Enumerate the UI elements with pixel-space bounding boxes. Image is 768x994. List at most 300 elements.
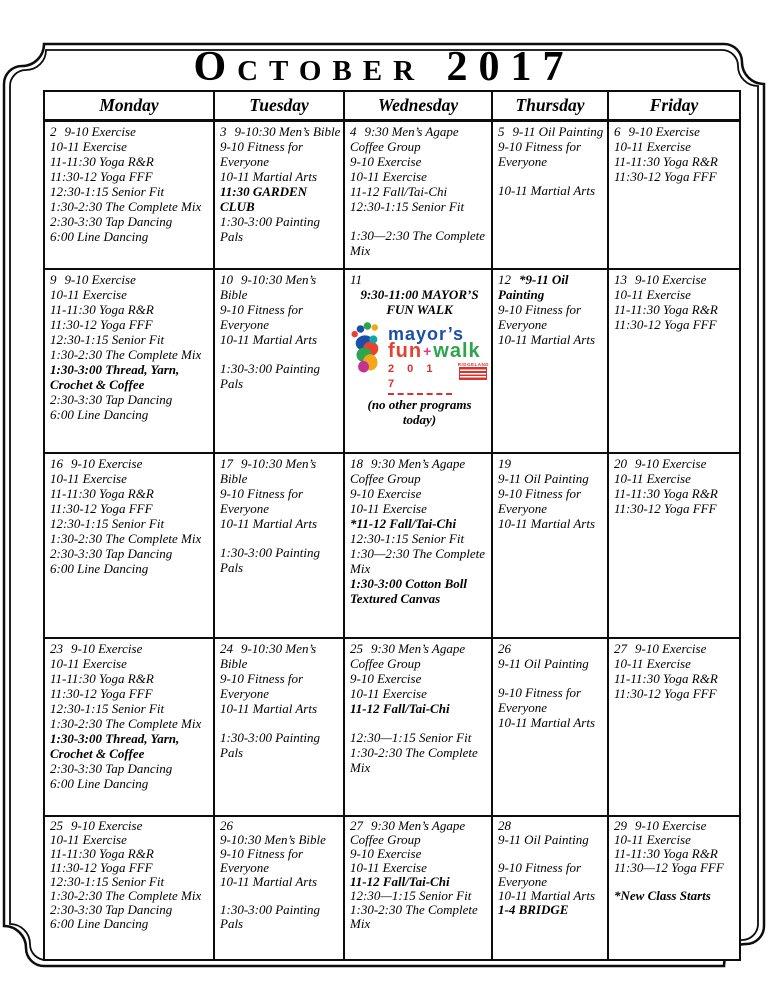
blank-line	[220, 716, 341, 730]
calendar-cell-day-11	[345, 270, 493, 454]
calendar-line	[498, 302, 605, 332]
event: 1:30-3:00 Cotton Boll Textured Canvas	[350, 576, 468, 606]
calendar-cell-day-25	[45, 817, 215, 959]
calendar-line	[50, 347, 211, 362]
blank-line	[498, 847, 605, 861]
blank-line	[498, 671, 605, 685]
event: 9-10:30 Men’s Bible	[220, 832, 326, 847]
event: 11:30-12 Yoga FFF	[50, 860, 153, 875]
calendar-line	[220, 516, 341, 531]
calendar-line	[350, 397, 489, 427]
event: 12:30—1:15 Senior Fit	[350, 730, 472, 745]
calendar-line	[50, 546, 211, 561]
calendar-line	[220, 833, 341, 847]
day-number: 18	[350, 456, 363, 471]
calendar-line	[50, 169, 211, 184]
calendar-line	[220, 819, 341, 833]
page-title: October 2017	[193, 44, 575, 90]
event: 11-11:30 Yoga R&R	[50, 671, 154, 686]
calendar-cell-day-26	[493, 639, 609, 817]
event: 1:30-3:00 Painting Pals	[220, 361, 321, 391]
calendar-line	[614, 486, 737, 501]
event: 6:00 Line Dancing	[50, 229, 149, 244]
event: 9-10 Fitness for Everyone	[220, 846, 304, 875]
calendar-line	[614, 847, 737, 861]
event: 11-11:30 Yoga R&R	[614, 486, 718, 501]
mayors-fun-walk-logo	[350, 320, 489, 395]
event: 9-10 Fitness for Everyone	[220, 139, 304, 169]
event: 11:30-12 Yoga FFF	[50, 317, 153, 332]
calendar-line	[50, 272, 211, 287]
calendar-line	[50, 516, 211, 531]
day-number: 25	[350, 641, 363, 656]
event: 10-11 Exercise	[350, 169, 427, 184]
event: 9:30 Men’s Agape Coffee Group	[350, 456, 466, 486]
calendar-line	[50, 124, 211, 139]
event: 11-12 Fall/Tai-Chi	[350, 184, 448, 199]
event: 9:30 Men’s Agape Coffee Group	[350, 818, 466, 847]
event: 11:30-12 Yoga FFF	[50, 169, 153, 184]
day-number: 12	[498, 272, 511, 287]
event: 10-11 Exercise	[350, 686, 427, 701]
day-number: 26	[220, 818, 233, 833]
event: 9:30 Men’s Agape Coffee Group	[350, 641, 466, 671]
event: 10-11 Exercise	[350, 860, 427, 875]
calendar-line	[350, 272, 489, 287]
calendar-cell-day-27	[345, 817, 493, 959]
calendar-line	[220, 875, 341, 889]
calendar-line	[50, 456, 211, 471]
day-number: 25	[50, 818, 63, 833]
calendar-line	[350, 531, 489, 546]
calendar-line	[50, 701, 211, 716]
calendar-cell-day-28	[493, 817, 609, 959]
calendar-line	[498, 861, 605, 889]
calendar-line	[614, 124, 737, 139]
calendar-line	[614, 471, 737, 486]
calendar-line	[50, 317, 211, 332]
calendar-line	[350, 486, 489, 501]
event: 12:30-1:15 Senior Fit	[50, 516, 165, 531]
event: 9-10 Exercise	[350, 671, 422, 686]
calendar-line	[50, 139, 211, 154]
calendar-line	[350, 847, 489, 861]
calendar-line	[350, 124, 489, 154]
calendar-line	[50, 686, 211, 701]
event: 9-10 Exercise	[350, 486, 422, 501]
calendar-cell-day-27	[609, 639, 739, 817]
calendar-cell-day-6	[609, 122, 739, 270]
logo-funwalk-text	[388, 342, 481, 361]
event: 9-11 Oil Painting	[498, 471, 589, 486]
event: 9-10 Fitness for Everyone	[498, 860, 582, 889]
logo-plus-sign: +	[423, 343, 433, 359]
calendar-line	[50, 531, 211, 546]
calendar-line	[220, 903, 341, 931]
day-header-thursday: Thursday	[493, 92, 609, 122]
calendar-line	[50, 847, 211, 861]
blank-line	[220, 531, 341, 545]
calendar-line	[614, 889, 737, 903]
event: 11:30-12 Yoga FFF	[614, 169, 717, 184]
event: 9-10 Exercise	[64, 124, 136, 139]
day-header-monday: Monday	[45, 92, 215, 122]
calendar-line	[350, 576, 489, 606]
calendar-line	[220, 302, 341, 332]
event: 1-4 BRIDGE	[498, 902, 569, 917]
event: 9-10 Exercise	[71, 641, 143, 656]
calendar-line	[498, 486, 605, 516]
event: 1:30—2:30 The Complete Mix	[350, 228, 486, 258]
event: 9-10 Fitness for Everyone	[498, 139, 582, 169]
calendar-line	[350, 546, 489, 576]
calendar-line	[50, 833, 211, 847]
calendar-line	[614, 139, 737, 154]
calendar-line	[498, 715, 605, 730]
event: 10-11 Martial Arts	[220, 701, 318, 716]
day-number: 26	[498, 641, 511, 656]
event: 9-10 Fitness for Everyone	[498, 486, 582, 516]
event: 1:30-3:00 Painting Pals	[220, 545, 321, 575]
logo-ridgeland-flag	[458, 362, 489, 380]
calendar-line	[614, 501, 737, 516]
logo-fun-text: fun	[388, 340, 423, 362]
event: 11-11:30 Yoga R&R	[614, 846, 718, 861]
event: 9-10 Exercise	[64, 272, 136, 287]
calendar-line	[614, 169, 737, 184]
calendar-line	[350, 516, 489, 531]
day-number: 28	[498, 818, 511, 833]
calendar-line	[50, 875, 211, 889]
day-header-tuesday: Tuesday	[215, 92, 345, 122]
event: 9-10 Fitness for Everyone	[220, 302, 304, 332]
calendar-line	[614, 656, 737, 671]
event: 2:30-3:30 Tap Dancing	[50, 902, 173, 917]
day-number: 3	[220, 124, 227, 139]
event: 9-10 Fitness for Everyone	[498, 685, 582, 715]
event: 11-11:30 Yoga R&R	[614, 671, 718, 686]
calendar-cell-day-19	[493, 454, 609, 639]
event: 11-12 Fall/Tai-Chi	[350, 874, 450, 889]
calendar-cell-day-17	[215, 454, 345, 639]
event: 9-11 Oil Painting	[512, 124, 604, 139]
event: 2:30-3:30 Tap Dancing	[50, 546, 173, 561]
calendar-line	[350, 903, 489, 931]
event: 9-10:30 Men’s Bible	[220, 272, 317, 302]
calendar-cell-day-26	[215, 817, 345, 959]
calendar-line	[350, 287, 489, 317]
event: 10-11 Exercise	[614, 471, 691, 486]
event: 1:30-3:00 Painting Pals	[220, 730, 321, 760]
day-number: 17	[220, 456, 233, 471]
calendar-line	[50, 819, 211, 833]
calendar-line	[498, 183, 605, 198]
calendar-cell-day-18	[345, 454, 493, 639]
day-number: 27	[614, 641, 627, 656]
event: 10-11 Exercise	[50, 656, 127, 671]
calendar-line	[614, 317, 737, 332]
calendar-line	[50, 332, 211, 347]
calendar-line	[614, 819, 737, 833]
calendar-line	[220, 456, 341, 486]
event: 11:30—12 Yoga FFF	[614, 860, 724, 875]
calendar-grid	[43, 90, 741, 961]
calendar-line	[350, 861, 489, 875]
day-number: 2	[50, 124, 57, 139]
event: 9-10 Fitness for Everyone	[498, 302, 582, 332]
calendar-line	[498, 903, 605, 917]
calendar-line	[614, 154, 737, 169]
calendar-line	[498, 471, 605, 486]
event: 10-11 Martial Arts	[220, 874, 318, 889]
calendar-cell-day-9	[45, 270, 215, 454]
calendar-line	[50, 656, 211, 671]
event: 9-10:30 Men’s Bible	[220, 456, 317, 486]
event: 10-11 Exercise	[350, 501, 427, 516]
calendar-line	[350, 456, 489, 486]
calendar-line	[50, 154, 211, 169]
calendar-line	[614, 671, 737, 686]
event: 11:30-12 Yoga FFF	[614, 686, 717, 701]
logo-year-row	[388, 362, 489, 395]
event: 2:30-3:30 Tap Dancing	[50, 392, 173, 407]
calendar-line	[220, 124, 341, 139]
calendar-line	[498, 272, 605, 302]
event: 10-11 Exercise	[614, 287, 691, 302]
event: 11-11:30 Yoga R&R	[50, 486, 154, 501]
day-number: 11	[350, 272, 363, 287]
blank-line	[498, 169, 605, 183]
event: 1:30-3:00 Painting Pals	[220, 902, 321, 931]
calendar-line	[350, 169, 489, 184]
day-number: 24	[220, 641, 233, 656]
event: 2:30-3:30 Tap Dancing	[50, 761, 173, 776]
event: 10-11 Martial Arts	[498, 332, 596, 347]
calendar-line	[220, 486, 341, 516]
calendar-line	[350, 819, 489, 847]
day-number: 4	[350, 124, 357, 139]
event: 11:30-12 Yoga FFF	[614, 317, 717, 332]
logo-ridgeland-text: RIDGELAND	[457, 362, 489, 367]
calendar-line	[50, 861, 211, 875]
event: 10-11 Martial Arts	[220, 332, 318, 347]
event: 12:30-1:15 Senior Fit	[350, 199, 465, 214]
calendar-line	[350, 228, 489, 258]
event: 9-10:30 Men’s Bible	[220, 641, 317, 671]
calendar-line	[50, 561, 211, 576]
calendar-cell-day-16	[45, 454, 215, 639]
day-number: 20	[614, 456, 627, 471]
calendar-line	[50, 716, 211, 761]
calendar-line	[50, 184, 211, 199]
event: 9-10 Exercise	[635, 456, 707, 471]
footprint-icon	[347, 318, 389, 379]
event: 11:30-12 Yoga FFF	[614, 501, 717, 516]
event: 9-10 Exercise	[635, 818, 707, 833]
event: 1:30-2:30 The Complete Mix	[350, 902, 478, 931]
blank-line	[220, 889, 341, 903]
calendar-cell-day-29	[609, 817, 739, 959]
event: 2:30-3:30 Tap Dancing	[50, 214, 173, 229]
event: 11:30 GARDEN CLUB	[220, 184, 308, 214]
calendar-line	[50, 214, 211, 229]
event: *9-11 Oil Painting	[498, 272, 569, 302]
calendar-cell-day-23	[45, 639, 215, 817]
event: 6:00 Line Dancing	[50, 916, 149, 931]
calendar-line	[614, 302, 737, 317]
calendar-line	[220, 332, 341, 347]
calendar-line	[498, 456, 605, 471]
calendar-line	[220, 214, 341, 244]
logo-year-text: 2 0 1 7	[388, 362, 452, 395]
day-number: 9	[50, 272, 57, 287]
event: 10-11 Martial Arts	[498, 715, 596, 730]
event: 10-11 Exercise	[50, 832, 127, 847]
calendar-line	[614, 272, 737, 287]
calendar-line	[220, 701, 341, 716]
event: 11-11:30 Yoga R&R	[50, 154, 154, 169]
event: 1:30-2:30 The Complete Mix	[50, 716, 202, 731]
calendar-cell-day-4	[345, 122, 493, 270]
event: 6:00 Line Dancing	[50, 407, 149, 422]
calendar-line	[498, 124, 605, 139]
event: 6:00 Line Dancing	[50, 776, 149, 791]
calendar-line	[498, 139, 605, 169]
day-number: 5	[498, 124, 505, 139]
blank-line	[350, 716, 489, 730]
calendar-line	[614, 833, 737, 847]
calendar-line	[220, 184, 341, 214]
calendar-line	[498, 819, 605, 833]
event: 10-11 Martial Arts	[498, 516, 596, 531]
calendar-cell-day-5	[493, 122, 609, 270]
event: 10-11 Martial Arts	[498, 183, 596, 198]
calendar-line	[498, 833, 605, 847]
event: 12:30-1:15 Senior Fit	[350, 531, 465, 546]
calendar-line	[50, 486, 211, 501]
calendar-line	[350, 641, 489, 671]
event: *New Class Starts	[614, 888, 711, 903]
calendar-line	[50, 229, 211, 244]
calendar-line	[50, 392, 211, 407]
calendar-line	[614, 641, 737, 656]
logo-text	[388, 320, 489, 395]
calendar-line	[350, 701, 489, 716]
flag-stripes-icon	[459, 367, 487, 380]
event: 10-11 Martial Arts	[498, 888, 596, 903]
day-number: 10	[220, 272, 233, 287]
event: 9-10 Exercise	[71, 818, 143, 833]
event: 9-10 Exercise	[628, 124, 700, 139]
calendar-line	[50, 641, 211, 656]
calendar-line	[350, 730, 489, 745]
calendar-line	[498, 641, 605, 656]
calendar-line	[220, 641, 341, 671]
event: 12:30-1:15 Senior Fit	[50, 184, 165, 199]
calendar-cell-day-25	[345, 639, 493, 817]
day-header-friday: Friday	[609, 92, 739, 122]
calendar-line	[614, 686, 737, 701]
event: 6:00 Line Dancing	[50, 561, 149, 576]
event: 9:30-11:00 MAYOR’S FUN WALK	[360, 287, 479, 317]
event: 12:30—1:15 Senior Fit	[350, 888, 472, 903]
calendar-line	[350, 671, 489, 686]
calendar-line	[220, 361, 341, 391]
event: 10-11 Exercise	[50, 287, 127, 302]
day-number: 16	[50, 456, 63, 471]
calendar-line	[50, 199, 211, 214]
event: 11-11:30 Yoga R&R	[50, 302, 154, 317]
event: 9-10:30 Men’s Bible	[234, 124, 341, 139]
event: 1:30-2:30 The Complete Mix	[50, 199, 202, 214]
calendar-line	[498, 889, 605, 903]
calendar-line	[50, 501, 211, 516]
calendar-line	[498, 685, 605, 715]
calendar-line	[220, 730, 341, 760]
event: 1:30-3:00 Thread, Yarn, Crochet & Coffee	[50, 362, 180, 392]
calendar-line	[350, 745, 489, 775]
calendar-cell-day-3	[215, 122, 345, 270]
event: 10-11 Exercise	[614, 139, 691, 154]
event: 10-11 Exercise	[614, 656, 691, 671]
blank-line	[350, 214, 489, 228]
event: 9-10 Fitness for Everyone	[220, 671, 304, 701]
event: 9-10 Exercise	[635, 641, 707, 656]
calendar-line	[220, 545, 341, 575]
event: 1:30—2:30 The Complete Mix	[350, 546, 486, 576]
event: 1:30-3:00 Painting Pals	[220, 214, 321, 244]
day-number: 27	[350, 818, 363, 833]
calendar-cell-day-20	[609, 454, 739, 639]
calendar-line	[50, 903, 211, 917]
calendar-line	[50, 362, 211, 392]
event: 9-11 Oil Painting	[498, 832, 589, 847]
logo-mayors-text: mayor’s	[388, 324, 465, 344]
event: 11-11:30 Yoga R&R	[50, 846, 154, 861]
day-number: 6	[614, 124, 621, 139]
blank-line	[220, 347, 341, 361]
calendar-line	[350, 501, 489, 516]
calendar-line	[220, 169, 341, 184]
event: 9-10 Exercise	[635, 272, 707, 287]
event: 11-11:30 Yoga R&R	[614, 302, 718, 317]
day-number: 13	[614, 272, 627, 287]
calendar-line	[50, 471, 211, 486]
event: 12:30-1:15 Senior Fit	[50, 701, 165, 716]
event: 9-10 Fitness for Everyone	[220, 486, 304, 516]
event: 9:30 Men’s Agape Coffee Group	[350, 124, 459, 154]
event: 10-11 Exercise	[50, 471, 127, 486]
blank-line	[614, 875, 737, 889]
event: 10-11 Martial Arts	[220, 516, 318, 531]
event: 12:30-1:15 Senior Fit	[50, 332, 165, 347]
event: 10-11 Exercise	[614, 832, 691, 847]
calendar-line	[614, 861, 737, 875]
calendar-line	[50, 761, 211, 776]
calendar-cell-day-24	[215, 639, 345, 817]
event: 1:30-2:30 The Complete Mix	[50, 531, 202, 546]
calendar-line	[350, 889, 489, 903]
calendar-line	[350, 184, 489, 199]
event: 9-11 Oil Painting	[498, 656, 589, 671]
day-number: 29	[614, 818, 627, 833]
calendar-line	[614, 287, 737, 302]
event: 1:30-2:30 The Complete Mix	[50, 888, 202, 903]
calendar-cell-day-2	[45, 122, 215, 270]
event: 12:30-1:15 Senior Fit	[50, 874, 165, 889]
calendar-cell-day-12	[493, 270, 609, 454]
event: (no other programs today)	[367, 397, 472, 427]
